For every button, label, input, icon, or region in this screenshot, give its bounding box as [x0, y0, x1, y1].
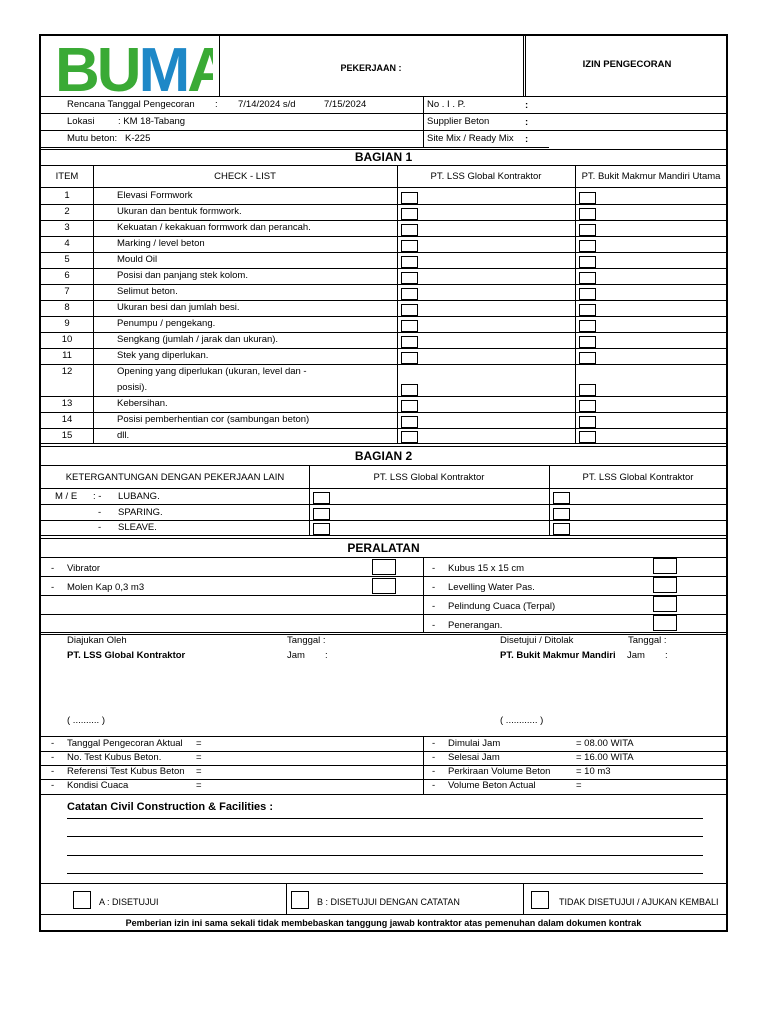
buma-checkbox[interactable] [579, 400, 596, 412]
catatan-line-2[interactable] [67, 836, 703, 837]
equipment-right-checkbox[interactable] [653, 596, 677, 612]
catatan-line-1[interactable] [67, 818, 703, 819]
lss-checkbox[interactable] [401, 272, 418, 284]
dependency-item: SLEAVE. [118, 522, 157, 533]
decision-a-checkbox[interactable] [73, 891, 91, 909]
dependency-dash: - [98, 522, 102, 533]
date-from: 7/14/2024 s/d [238, 99, 296, 110]
checklist-item-text: Sengkang (jumlah / jarak dan ukuran). [117, 334, 279, 345]
summary-right-label: Volume Beton Actual [448, 780, 536, 791]
summary-right-value: = [576, 780, 582, 791]
col-lss-b2a: PT. LSS Global Kontraktor [373, 472, 485, 483]
checklist-item-number: 13 [61, 398, 73, 409]
buma-checkbox[interactable] [579, 208, 596, 220]
summary-right-value: = 16.00 WITA [576, 752, 634, 763]
equipment-left-checkbox[interactable] [372, 559, 396, 575]
rencana-colon: : [215, 99, 218, 110]
summary-dash: - [432, 738, 436, 749]
checklist-item-text: Posisi pemberhentian cor (sambungan beton) [117, 414, 310, 425]
company-left: PT. LSS Global Kontraktor [67, 650, 186, 661]
equipment-dash: - [432, 582, 436, 593]
checklist-item-number: 5 [64, 254, 70, 265]
buma-checkbox[interactable] [579, 192, 596, 204]
lss-checkbox-2[interactable] [553, 508, 570, 520]
summary-left-label: No. Test Kubus Beton. [67, 752, 162, 763]
summary-right-label: Perkiraan Volume Beton [448, 766, 551, 777]
summary-left-eq: = [196, 752, 202, 763]
summary-right-label: Selesai Jam [448, 752, 500, 763]
col-check-list: CHECK - LIST [214, 171, 276, 182]
bagian1-title: BAGIAN 1 [354, 150, 413, 164]
lss-checkbox[interactable] [401, 240, 418, 252]
equipment-left-item: Vibrator [67, 563, 101, 574]
rencana-label: Rencana Tanggal Pengecoran [67, 99, 195, 110]
supplier-label: Supplier Beton [427, 116, 490, 127]
form-title: IZIN PENGECORAN [582, 59, 672, 70]
sitemix-colon: : [525, 134, 529, 145]
lss-checkbox[interactable] [401, 352, 418, 364]
logo-letter-b: B [55, 39, 97, 95]
decision-c-checkbox[interactable] [531, 891, 549, 909]
tanggal-right: Tanggal : [628, 635, 667, 646]
jam-right: Jam [627, 650, 645, 661]
equipment-dash: - [51, 582, 55, 593]
decision-a-label: A : DISETUJUI [99, 897, 159, 907]
summary-dash: - [51, 780, 55, 791]
col-lss-b2b: PT. LSS Global Kontraktor [582, 472, 694, 483]
sign-right: ( ............ ) [500, 715, 544, 726]
svg-text:BUMA [55, 39, 213, 95]
lss-checkbox[interactable] [401, 208, 418, 220]
checklist-item-number: 2 [64, 206, 70, 217]
buma-checkbox[interactable] [579, 431, 596, 443]
checklist-item-text: Penumpu / pengekang. [117, 318, 216, 329]
decision-b-checkbox[interactable] [291, 891, 309, 909]
logo-letter-u: U [96, 39, 139, 95]
buma-checkbox[interactable] [579, 336, 596, 348]
lss-checkbox[interactable] [401, 288, 418, 300]
lss-checkbox[interactable] [401, 384, 418, 396]
col-item: ITEM [55, 171, 79, 182]
disclaimer: Pemberian izin ini sama sekali tidak membebaskan tanggung jawab kontraktor atas pemenuhan dalam dokumen kontrak [125, 918, 642, 928]
decision-b-label: B : DISETUJUI DENGAN CATATAN [317, 897, 460, 907]
checklist-item-text: Kebersihan. [117, 398, 168, 409]
buma-checkbox[interactable] [579, 272, 596, 284]
equipment-right-checkbox[interactable] [653, 615, 677, 631]
lokasi-label: Lokasi [67, 116, 95, 127]
buma-checkbox[interactable] [579, 352, 596, 364]
equipment-right-item: Penerangan. [448, 620, 503, 631]
checklist-item-text: Ukuran besi dan jumlah besi. [117, 302, 240, 313]
summary-dash: - [432, 752, 436, 763]
checklist-item-text: dll. [117, 430, 130, 441]
equipment-dash: - [432, 601, 436, 612]
checklist-item-text: Selimut beton. [117, 286, 178, 297]
summary-left-label: Referensi Test Kubus Beton [67, 766, 185, 777]
tanggal-left: Tanggal : [287, 635, 326, 646]
buma-checkbox[interactable] [579, 256, 596, 268]
lss-checkbox[interactable] [313, 508, 330, 520]
lss-checkbox[interactable] [401, 320, 418, 332]
checklist-item-number: 8 [64, 302, 70, 313]
checklist-item-number: 9 [64, 318, 70, 329]
checklist-item-number: 12 [61, 366, 73, 377]
buma-checkbox[interactable] [579, 384, 596, 396]
dependency-item: LUBANG. [118, 491, 160, 502]
jam-right-colon: : [665, 650, 668, 661]
lss-checkbox[interactable] [313, 492, 330, 504]
col-buma: PT. Bukit Makmur Mandiri Utama [581, 171, 721, 182]
col-ketergantungan: KETERGANTUNGAN DENGAN PEKERJAAN LAIN [65, 472, 285, 483]
equipment-right-item: Levelling Water Pas. [448, 582, 535, 593]
equipment-dash: - [432, 620, 436, 631]
checklist-item-text: Mould Oil [117, 254, 158, 265]
lss-checkbox[interactable] [313, 523, 330, 535]
logo-letter-a: A [187, 39, 213, 95]
no-ip-colon: : [525, 100, 529, 111]
pekerjaan-label: PEKERJAAN : [340, 63, 402, 73]
summary-left-eq: = [196, 780, 202, 791]
checklist-item-number: 10 [61, 334, 73, 345]
checklist-item-text: Ukuran dan bentuk formwork. [117, 206, 242, 217]
lss-checkbox[interactable] [401, 256, 418, 268]
checklist-item-text: Kekuatan / kekakuan formwork dan perancah. [117, 222, 311, 233]
equipment-left-item: Molen Kap 0,3 m3 [67, 582, 145, 593]
summary-dash: - [51, 766, 55, 777]
me-sep: : - [93, 491, 102, 502]
bagian2-title: BAGIAN 2 [354, 449, 413, 463]
summary-left-label: Tanggal Pengecoran Aktual [67, 738, 183, 749]
mutu-label: Mutu beton: [67, 133, 118, 144]
lss-checkbox[interactable] [401, 400, 418, 412]
equipment-dash: - [432, 563, 436, 574]
peralatan-title: PERALATAN [347, 541, 420, 555]
lss-checkbox[interactable] [401, 224, 418, 236]
sign-left: ( .......... ) [67, 715, 105, 726]
checklist-item-number: 6 [64, 270, 70, 281]
no-ip-label: No . I . P. [427, 99, 466, 110]
decision-c-label: TIDAK DISETUJUI / AJUKAN KEMBALI [559, 897, 719, 907]
checklist-item-text: Opening yang diperlukan (ukuran, level dan - [117, 366, 307, 377]
buma-checkbox[interactable] [579, 416, 596, 428]
equipment-left-checkbox[interactable] [372, 578, 396, 594]
equipment-right-item: Pelindung Cuaca (Terpal) [448, 601, 556, 612]
summary-dash: - [51, 752, 55, 763]
summary-left-eq: = [196, 766, 202, 777]
sitemix-label: Site Mix / Ready Mix [427, 133, 514, 144]
lss-checkbox-2[interactable] [553, 492, 570, 504]
izin-pengecoran-form [39, 34, 728, 932]
buma-checkbox[interactable] [579, 320, 596, 332]
supplier-colon: : [525, 117, 529, 128]
disetujui-label: Disetujui / Ditolak [500, 635, 574, 646]
checklist-item-text: Posisi dan panjang stek kolom. [117, 270, 248, 281]
lss-checkbox[interactable] [401, 192, 418, 204]
checklist-item-number: 15 [61, 430, 73, 441]
logo-letter-m: M [138, 39, 188, 95]
me-label: M / E [55, 491, 78, 502]
lss-checkbox-2[interactable] [553, 523, 570, 535]
equipment-right-checkbox[interactable] [653, 558, 677, 574]
checklist-item-number: 14 [61, 414, 73, 425]
checklist-item-text-cont: posisi). [117, 382, 148, 393]
lss-checkbox[interactable] [401, 304, 418, 316]
col-lss: PT. LSS Global Kontraktor [430, 171, 542, 182]
checklist-item-number: 7 [64, 286, 70, 297]
checklist-item-number: 3 [64, 222, 70, 233]
summary-right-label: Dimulai Jam [448, 738, 501, 749]
summary-dash: - [432, 766, 436, 777]
dependency-dash: - [98, 507, 102, 518]
summary-right-value: = 10 m3 [576, 766, 611, 777]
mutu-value: K-225 [125, 133, 151, 144]
summary-right-value: = 08.00 WITA [576, 738, 634, 749]
summary-left-eq: = [196, 738, 202, 749]
date-to: 7/15/2024 [324, 99, 367, 110]
catatan-title: Catatan Civil Construction & Facilities : [67, 801, 273, 813]
dependency-item: SPARING. [118, 507, 163, 518]
diajukan-label: Diajukan Oleh [67, 635, 127, 646]
buma-checkbox[interactable] [579, 288, 596, 300]
checklist-item-text: Marking / level beton [117, 238, 205, 249]
summary-left-label: Kondisi Cuaca [67, 780, 129, 791]
lss-checkbox[interactable] [401, 416, 418, 428]
checklist-item-text: Elevasi Formwork [117, 190, 193, 201]
jam-left-colon: : [325, 650, 328, 661]
lss-checkbox[interactable] [401, 336, 418, 348]
buma-checkbox[interactable] [579, 224, 596, 236]
buma-checkbox[interactable] [579, 240, 596, 252]
equipment-dash: - [51, 563, 55, 574]
summary-dash: - [432, 780, 436, 791]
checklist-item-text: Stek yang diperlukan. [117, 350, 209, 361]
buma-logo [53, 39, 213, 95]
lss-checkbox[interactable] [401, 431, 418, 443]
checklist-item-number: 1 [64, 190, 70, 201]
catatan-line-3[interactable] [67, 855, 703, 856]
catatan-line-4[interactable] [67, 873, 703, 874]
jam-left: Jam [287, 650, 305, 661]
summary-dash: - [51, 738, 55, 749]
buma-checkbox[interactable] [579, 304, 596, 316]
company-right: PT. Bukit Makmur Mandiri [500, 650, 616, 661]
equipment-right-checkbox[interactable] [653, 577, 677, 593]
lokasi-value: : KM 18-Tabang [118, 116, 186, 127]
equipment-right-item: Kubus 15 x 15 cm [448, 563, 525, 574]
checklist-item-number: 11 [62, 350, 72, 361]
checklist-item-number: 4 [64, 238, 70, 249]
